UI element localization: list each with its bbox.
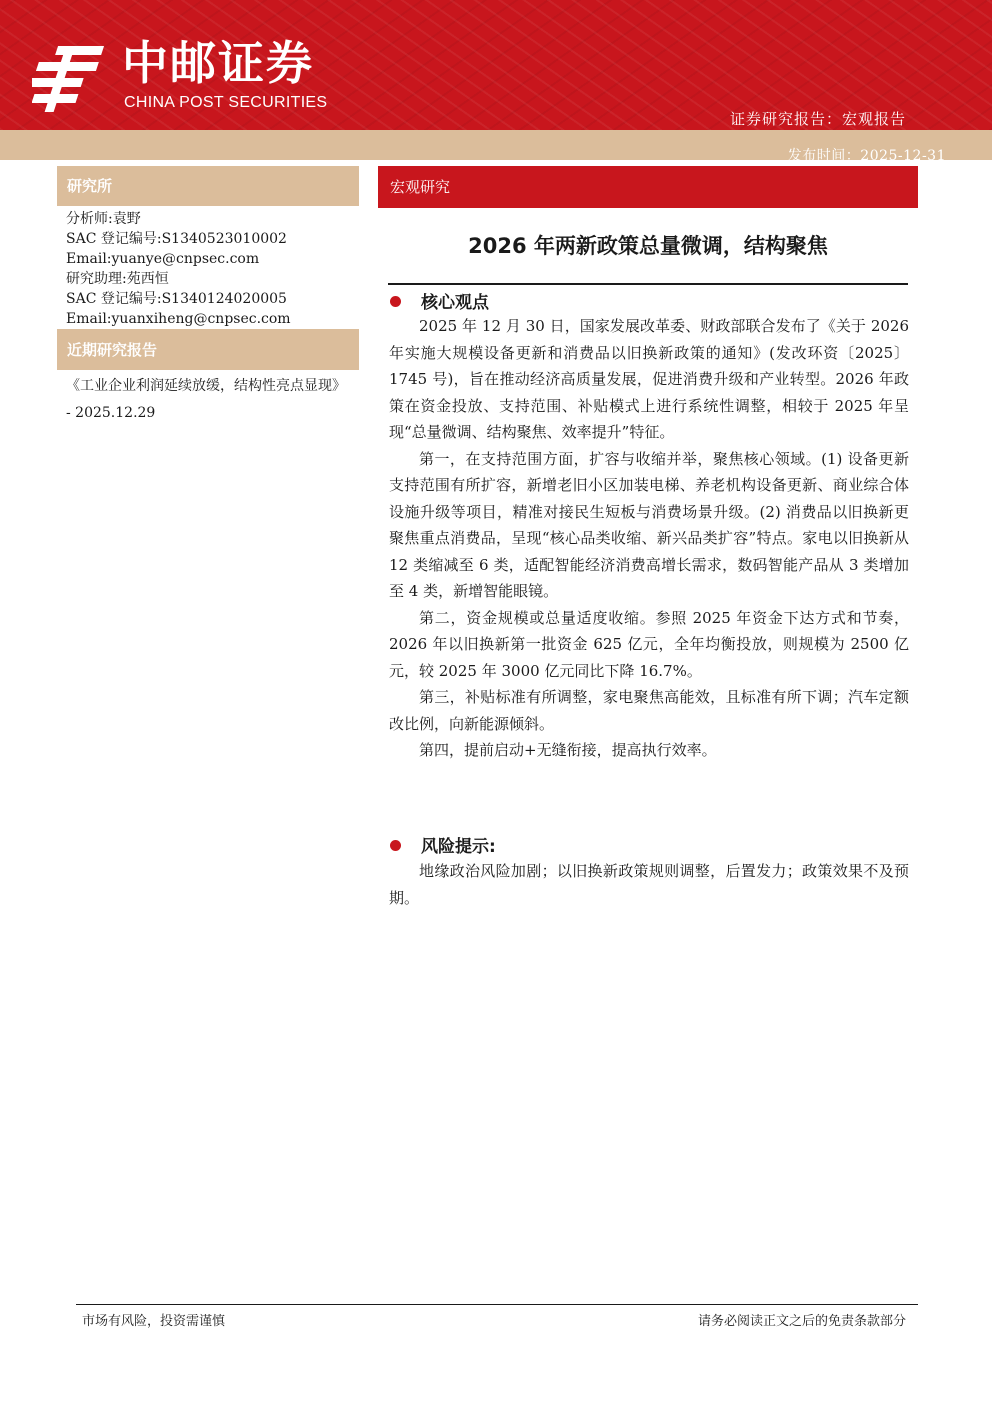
recent-reports-header: 近期研究报告 [57,330,359,370]
footer-risk-note: 市场有风险，投资需谨慎 [82,1314,226,1329]
core-views-label: 核心观点 [421,293,489,313]
logo-chinese-name: 中邮证券 [122,36,314,90]
analyst-name: 分析师:袁野 [66,211,141,227]
title-divider [388,283,908,285]
report-type: 证券研究报告：宏观报告 [729,110,906,128]
footer-disclaimer-note: 请务必阅读正文之后的免责条款部分 [697,1314,906,1329]
recent-report-item[interactable]: 《工业企业利润延续放缓，结构性亮点显现》 - 2025.12.29 [66,378,346,421]
core-views-heading [390,288,489,313]
core-views-body [389,313,909,764]
core-paragraph: 第三，补贴标准有所调整，家电聚焦高能效，且标准有所下调；汽车定额改比例，向新能源倾斜。 [389,688,909,733]
core-paragraph: 第二，资金规模或总量适度收缩。参照 2025 年资金下达方式和节奏，2026 年以旧换新第一批资金 625 亿元，全年均衡投放，则规模为 2500 亿元，较 2025 年 3000 亿元同比下降 16.7%。 [389,608,909,680]
analyst-info [66,209,291,329]
core-paragraph: 2025 年 12 月 30 日，国家发展改革委、财政部联合发布了《关于 2026 年实施大规模设备更新和消费品以旧换新政策的通知》(发改环资〔2025〕1745 号)，旨在推动经济高质量发展，促进消费升级和产业转型。2026 年政策在资金投放、支持范围、补贴模式上进行系统性调整，相较于 2025 年呈现“总量微调、结构聚焦、效率提升”特征。 [389,317,909,441]
china-post-logo-icon [32,40,112,120]
bullet-dot-icon [390,296,401,307]
risk-body [389,858,909,911]
analyst-sac-number: SAC 登记编号:S1340523010002 [66,231,287,247]
publish-date-strip [0,130,992,164]
logo-english-name: CHINA POST SECURITIES [124,94,328,111]
risk-heading [390,832,496,857]
core-paragraph: 第四，提前启动+无缝衔接，提高执行效率。 [419,741,717,759]
footer-divider [76,1304,918,1305]
institute-header: 研究所 [57,166,359,206]
assistant-name: 研究助理:苑西恒 [66,271,169,287]
assistant-email[interactable]: Email:yuanxiheng@cnpsec.com [66,311,291,327]
assistant-sac-number: SAC 登记编号:S1340124020005 [66,291,287,307]
publish-date: 发布时间：2025-12-31 [787,148,946,164]
risk-paragraph: 地缘政治风险加剧；以旧换新政策规则调整，后置发力；政策效果不及预期。 [389,862,909,907]
header-banner [0,0,992,130]
risk-label: 风险提示: [421,837,496,857]
bullet-dot-icon [390,840,401,851]
report-title: 2026 年两新政策总量微调，结构聚焦 [468,234,828,258]
core-paragraph: 第一，在支持范围方面，扩容与收缩并举，聚焦核心领域。(1) 设备更新支持范围有所扩容，新增老旧小区加装电梯、养老机构设备更新、商业综合体设施升级等项目，精准对接民生短板与消费场景升级。(2) 消费品以旧换新更聚焦重点消费品，呈现“核心品类收缩、新兴品类扩容”特点。家电以旧换新从 12 类缩减至 6 类，适配智能经济消费高增长需求，数码智能产品从 3 类增加至 4 类，新增智能眼镜。 [389,449,909,600]
analyst-email[interactable]: Email:yuanye@cnpsec.com [66,251,260,267]
category-bar: 宏观研究 [378,166,918,208]
